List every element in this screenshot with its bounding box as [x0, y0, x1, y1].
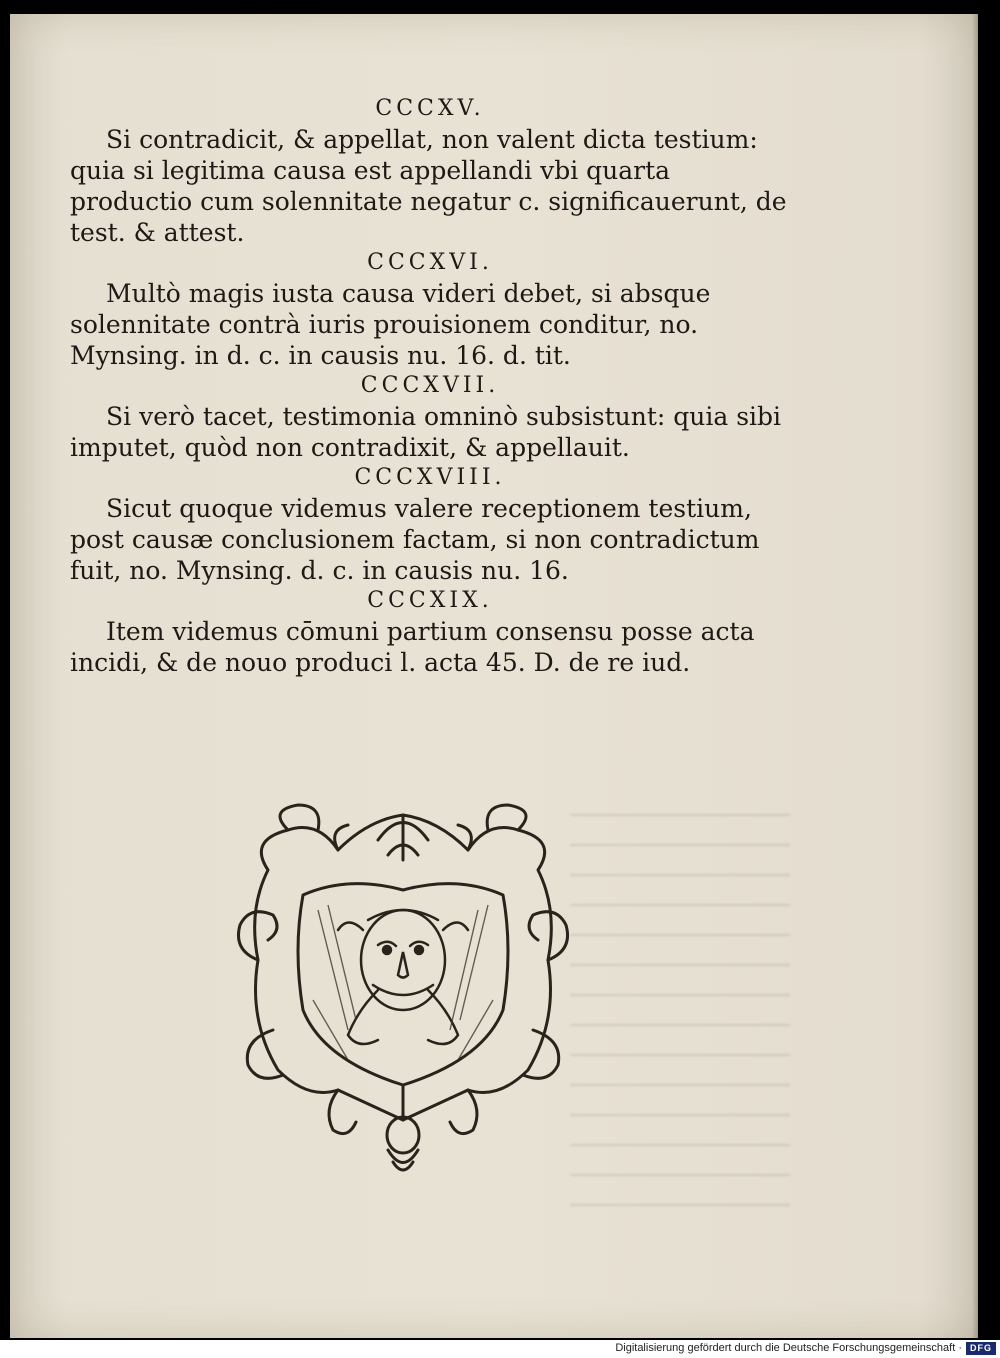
section-text: Si verò tacet, testimonia omninò subsistunt: quia sibi imputet, quòd non contradixit, & appellauit. — [70, 402, 782, 462]
woodcut-ornament-icon — [228, 800, 578, 1180]
section-cccxvii — [70, 371, 790, 463]
section-heading: CCCXV. — [375, 96, 485, 121]
page-edge-shadow — [972, 14, 978, 1338]
section-text: Item videmus cōmuni partium consensu posse acta incidi, & de nouo produci l. acta 45. D. de re iud. — [70, 617, 755, 677]
section-cccxv — [70, 94, 790, 248]
bleed-through-text — [570, 814, 790, 1234]
section-heading: CCCXVI. — [367, 250, 493, 275]
section-heading: CCCXVII. — [360, 373, 500, 398]
page-text-block — [70, 94, 790, 678]
section-heading: CCCXVIII. — [354, 465, 506, 490]
section-cccxviii — [70, 463, 790, 586]
dfg-credit-text: Digitalisierung gefördert durch die Deutsche Forschungsgemeinschaft · — [615, 1342, 962, 1354]
digitization-footer — [0, 1340, 1000, 1358]
section-text: Sicut quoque videmus valere receptionem testium, post causæ conclusionem factam, si non contradictum fuit, no. Mynsing. d. c. in causis nu. 16. — [70, 494, 760, 585]
dfg-logo-icon: DFG — [966, 1342, 996, 1355]
section-text: Si contradicit, & appellat, non valent dicta testium: quia si legitima causa est appellandi vbi quarta productio cum solennitate negatur c. significauerunt, de test. & attest. — [70, 125, 787, 247]
section-cccxix — [70, 586, 790, 678]
section-text: Multò magis iusta causa videri debet, si absque solennitate contrà iuris prouisionem conditur, no. Mynsing. in d. c. in causis nu. 16. d. tit. — [70, 279, 711, 370]
book-page — [10, 14, 978, 1338]
section-cccxvi — [70, 248, 790, 371]
section-heading: CCCXIX. — [367, 588, 493, 613]
